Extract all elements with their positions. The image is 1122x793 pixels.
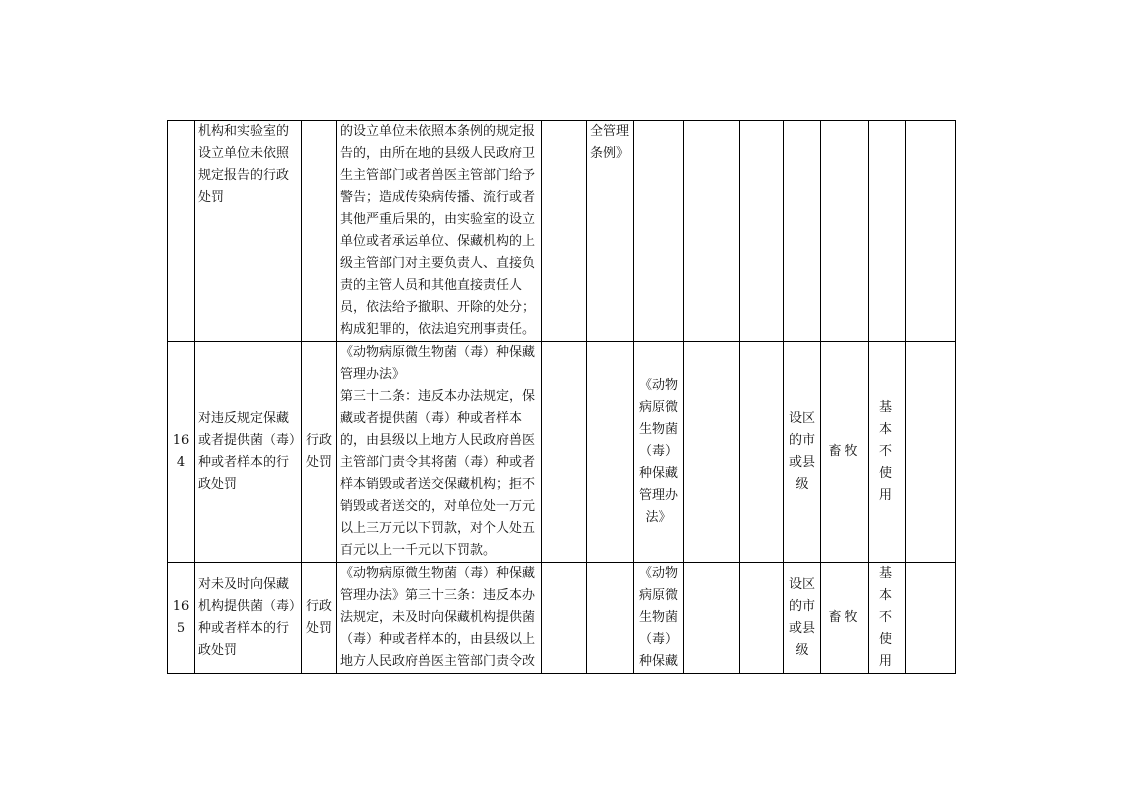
cell-col6 xyxy=(587,342,634,563)
item-type xyxy=(302,121,337,342)
cell-col7: 《动物 病原微 生物菌 （毒） 种保藏 xyxy=(634,563,684,674)
cell-col9 xyxy=(740,121,784,342)
item-type: 行政 处罚 xyxy=(302,342,337,563)
regulation-table xyxy=(167,120,956,674)
cell-col10: 设区 的市 或县 级 xyxy=(784,342,821,563)
item-name: 对违反规定保藏或者提供菌（毒）种或者样本的行政处罚 xyxy=(195,342,302,563)
cell-col9 xyxy=(740,342,784,563)
cell-col12: 基本 不使 用 xyxy=(869,342,906,563)
item-name: 对未及时向保藏机构提供菌（毒）种或者样本的行政处罚 xyxy=(195,563,302,674)
item-name: 机构和实验室的设立单位未依照规定报告的行政处罚 xyxy=(195,121,302,342)
cell-col9 xyxy=(740,563,784,674)
cell-col5 xyxy=(542,563,587,674)
cell-col10 xyxy=(784,121,821,342)
cell-col13 xyxy=(906,342,956,563)
cell-col12: 基本 不使 用 xyxy=(869,563,906,674)
row-number xyxy=(168,121,195,342)
cell-col12 xyxy=(869,121,906,342)
legal-basis: 《动物病原微生物菌（毒）种保藏管理办法》第三十三条：违反本办法规定，未及时向保藏机构提供菌（毒）种或者样本的，由县级以上地方人民政府兽医主管部门责令改 xyxy=(337,563,542,674)
cell-col6 xyxy=(587,563,634,674)
row-number: 164 xyxy=(168,342,195,563)
cell-col11: 畜牧 xyxy=(821,342,869,563)
cell-col5 xyxy=(542,342,587,563)
table-row xyxy=(168,342,956,563)
cell-col11: 畜牧 xyxy=(821,563,869,674)
cell-col8 xyxy=(684,563,740,674)
row-number: 165 xyxy=(168,563,195,674)
cell-col5 xyxy=(542,121,587,342)
cell-col8 xyxy=(684,121,740,342)
cell-col13 xyxy=(906,563,956,674)
cell-col7 xyxy=(634,121,684,342)
legal-basis: 《动物病原微生物菌（毒）种保藏管理办法》 第三十二条：违反本办法规定，保藏或者提供菌（毒）种或者样本的，由县级以上地方人民政府兽医主管部门责令其将菌（毒）种或者样本销毁或者送交保藏机构；拒不销毁或者送交的，对单位处一万元以上三万元以下罚款，对个人处五百元以上一千元以下罚款。 xyxy=(337,342,542,563)
cell-col11 xyxy=(821,121,869,342)
table-row xyxy=(168,563,956,674)
legal-basis: 的设立单位未依照本条例的规定报告的，由所在地的县级人民政府卫生主管部门或者兽医主管部门给予警告；造成传染病传播、流行或者其他严重后果的，由实验室的设立单位或者承运单位、保藏机构的上级主管部门对主要负责人、直接负责的主管人员和其他直接责任人员，依法给予撤职、开除的处分；构成犯罪的，依法追究刑事责任。 xyxy=(337,121,542,342)
cell-col13 xyxy=(906,121,956,342)
table-row xyxy=(168,121,956,342)
cell-col6: 全管理 条例》 xyxy=(587,121,634,342)
item-type: 行政 处罚 xyxy=(302,563,337,674)
cell-col8 xyxy=(684,342,740,563)
cell-col7: 《动物 病原微 生物菌 （毒） 种保藏 管理办 法》 xyxy=(634,342,684,563)
cell-col10: 设区 的市 或县 级 xyxy=(784,563,821,674)
